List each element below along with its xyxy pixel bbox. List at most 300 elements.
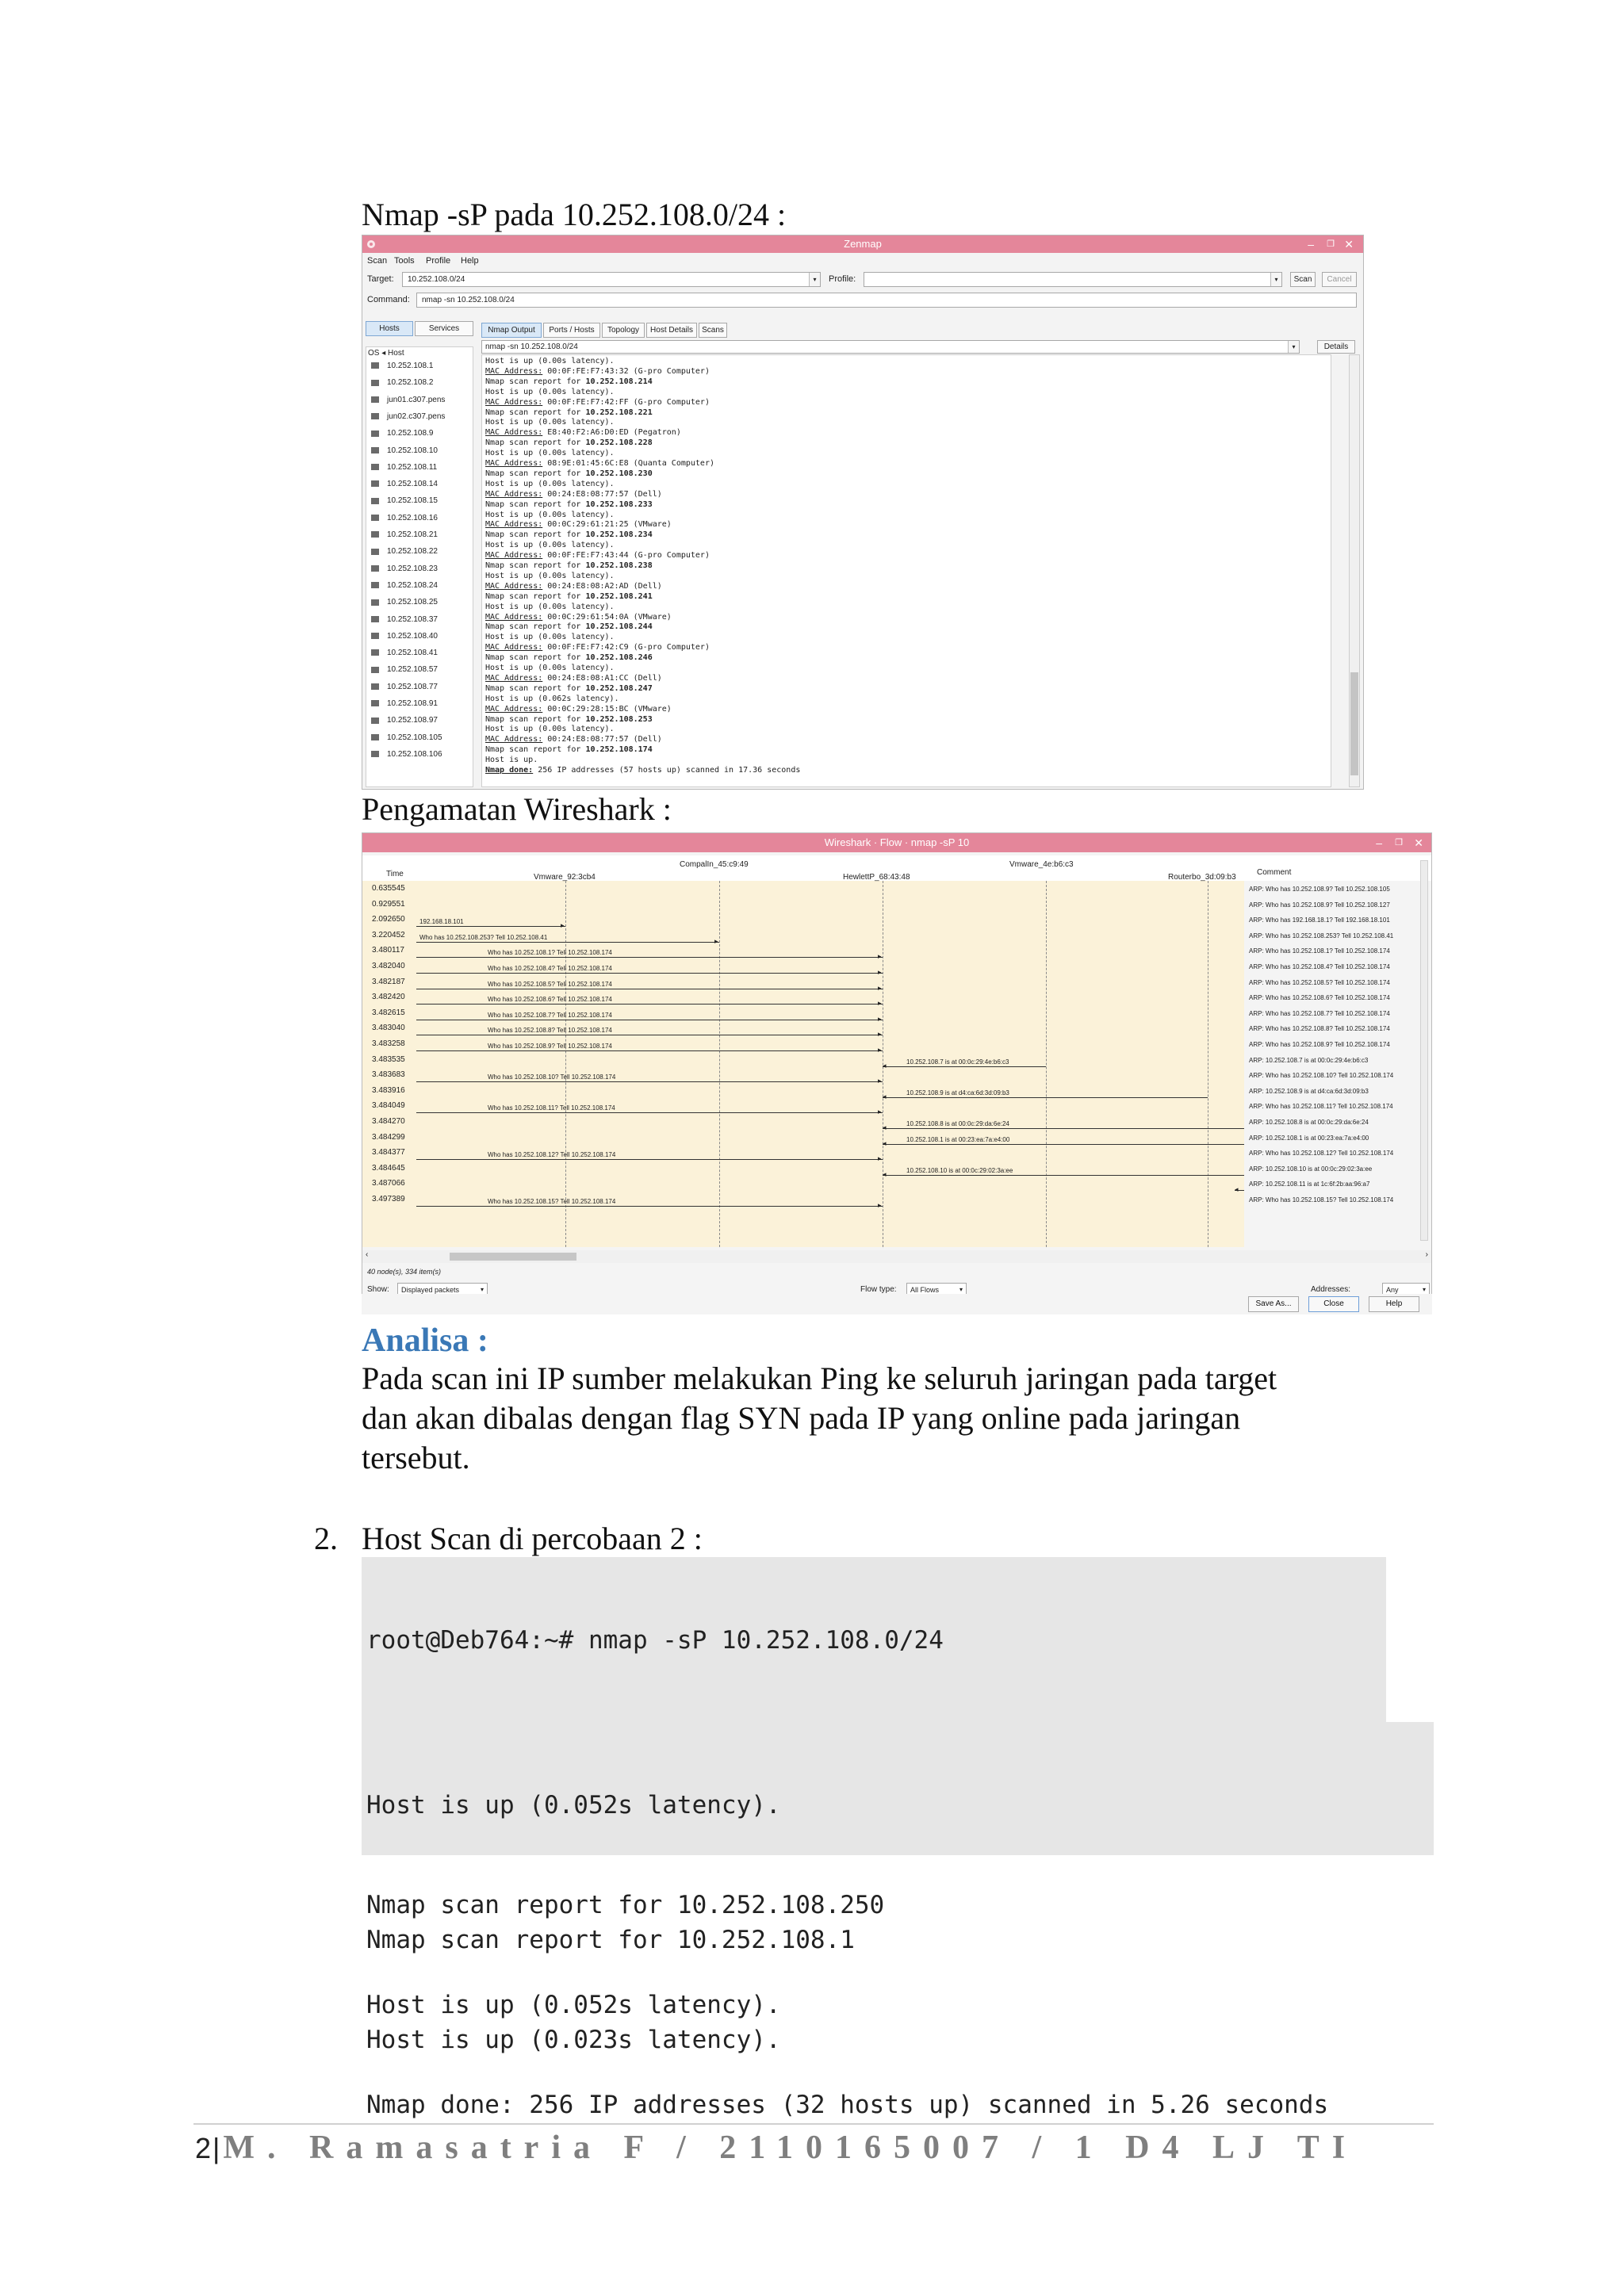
output-line: Host is up (0.00s latency). <box>485 357 615 365</box>
output-line: MAC Address: 08:9E:01:45:6C:E8 (Quanta Computer) <box>485 459 714 468</box>
flow-time: 3.482615 <box>372 1008 405 1017</box>
flow-arrowhead: ▸ <box>878 1030 882 1039</box>
flow-time: 3.483258 <box>372 1039 405 1048</box>
flow-arrow-label: Who has 10.252.108.12? Tell 10.252.108.174 <box>488 1151 616 1159</box>
os-icon <box>371 667 379 673</box>
flow-arrowhead: ▸ <box>878 1046 882 1054</box>
os-column-header: OS ◂ Host <box>368 349 404 358</box>
flow-comment: ARP: Who has 10.252.108.11? Tell 10.252.108.174 <box>1249 1103 1393 1111</box>
flow-time: 3.482420 <box>372 993 405 1002</box>
close-button[interactable]: Close <box>1308 1296 1359 1312</box>
close-icon[interactable]: ✕ <box>1344 238 1354 251</box>
flow-arrowhead: ◂ <box>1235 1185 1239 1194</box>
os-icon <box>371 515 379 521</box>
output-line: Nmap scan report for 10.252.108.174 <box>485 745 653 755</box>
flow-comment: ARP: 10.252.108.11 is at 1c:6f:2b:aa:96:a7 <box>1249 1181 1370 1188</box>
host-list-item[interactable] <box>371 632 438 641</box>
flow-type-value: All Flows <box>910 1286 940 1294</box>
flow-comment: ARP: Who has 10.252.108.9? Tell 10.252.108.127 <box>1249 901 1390 909</box>
flow-comment: ARP: 10.252.108.8 is at 00:0c:29:da:6e:24 <box>1249 1119 1369 1126</box>
host-name: 10.252.108.15 <box>387 496 438 506</box>
minimize-icon[interactable]: – <box>1376 836 1382 849</box>
details-button[interactable]: Details <box>1317 340 1355 354</box>
terminal-line: Host is up (0.052s latency). <box>366 1791 781 1820</box>
flow-arrowhead: ▸ <box>878 999 882 1008</box>
host-list-item[interactable] <box>371 733 442 742</box>
output-line: Host is up (0.00s latency). <box>485 449 615 458</box>
os-icon <box>371 413 379 419</box>
zenmap-menubar <box>362 253 1363 269</box>
analysis-line-1: Pada scan ini IP sumber melakukan Ping ke seluruh jaringan pada target <box>362 1360 1277 1396</box>
flow-arrow-label: Who has 10.252.108.4? Tell 10.252.108.174 <box>488 965 612 972</box>
restore-icon[interactable]: ❐ <box>1327 239 1335 249</box>
host-list-panel <box>366 346 473 787</box>
flow-arrow <box>883 1128 1244 1129</box>
terminal-line: Host is up (0.023s latency). <box>366 2026 781 2054</box>
footer-rule <box>193 2123 1434 2125</box>
output-line: Host is up (0.00s latency). <box>485 602 615 611</box>
output-line: Host is up (0.00s latency). <box>485 541 615 550</box>
flow-comment: ARP: 10.252.108.7 is at 00:0c:29:4e:b6:c3 <box>1249 1056 1369 1064</box>
profile-label: Profile: <box>829 274 856 284</box>
os-icon <box>371 616 379 622</box>
flow-time: 3.220452 <box>372 930 405 939</box>
flow-arrow <box>883 1175 1244 1176</box>
host-name: 10.252.108.1 <box>387 362 434 370</box>
flow-comment: ARP: 10.252.108.9 is at d4:ca:6d:3d:09:b3 <box>1249 1087 1369 1095</box>
flow-arrowhead: ◂ <box>883 1138 887 1147</box>
host-list-item[interactable] <box>371 665 438 674</box>
host-name: 10.252.108.24 <box>387 580 438 590</box>
flow-arrow <box>416 942 719 943</box>
flow-arrow-label: Who has 10.252.108.253? Tell 10.252.108.41 <box>419 933 548 941</box>
page-footer <box>195 2128 1358 2175</box>
flow-time: 3.480117 <box>372 946 404 955</box>
output-line: MAC Address: 00:0F:FE:F7:43:32 (G-pro Computer) <box>485 366 710 376</box>
flow-time: 3.497389 <box>372 1195 405 1203</box>
output-line: MAC Address: 00:0F:FE:F7:42:FF (G-pro Computer) <box>485 397 710 407</box>
output-line: Nmap scan report for 10.252.108.246 <box>485 653 653 663</box>
output-line: Nmap scan report for 10.252.108.247 <box>485 683 653 693</box>
tab-host-details[interactable]: Host Details <box>646 323 697 338</box>
os-icon <box>371 362 379 369</box>
flow-comment: ARP: Who has 10.252.108.4? Tell 10.252.108.174 <box>1249 963 1390 970</box>
host-name: 10.252.108.91 <box>387 699 438 708</box>
os-icon <box>371 464 379 470</box>
flow-arrowhead: ▸ <box>878 1201 882 1209</box>
host-name: 10.252.108.40 <box>387 631 438 641</box>
output-line: Nmap scan report for 10.252.108.221 <box>485 408 653 417</box>
zenmap-title: Zenmap <box>844 238 882 250</box>
host-list-item[interactable] <box>371 683 438 691</box>
host-list-item[interactable] <box>371 429 433 438</box>
output-line: MAC Address: 00:24:E8:08:A1:CC (Dell) <box>485 673 662 683</box>
flow-arrow <box>416 1081 883 1082</box>
chevron-down-icon[interactable]: ▾ <box>1288 341 1299 353</box>
terminal-line: Nmap scan report for 10.252.108.1 <box>366 1926 855 1954</box>
flow-time: 0.929551 <box>372 899 405 909</box>
flow-arrow-label: Who has 10.252.108.9? Tell 10.252.108.174 <box>488 1043 612 1050</box>
os-icon <box>371 549 379 555</box>
flow-comment: ARP: Who has 10.252.108.8? Tell 10.252.108.174 <box>1249 1025 1390 1033</box>
flow-arrow <box>416 973 883 974</box>
host-name: 10.252.108.16 <box>387 513 438 522</box>
os-icon <box>371 582 379 588</box>
flow-arrow-label: Who has 10.252.108.5? Tell 10.252.108.174 <box>488 980 612 988</box>
output-line: Nmap scan report for 10.252.108.228 <box>485 438 653 448</box>
tab-scans[interactable]: Scans <box>699 323 727 338</box>
flow-time: 0.635545 <box>372 884 405 893</box>
analysis-heading: Analisa : <box>362 1322 488 1359</box>
output-line: Host is up (0.062s latency). <box>485 694 619 703</box>
flow-comment: ARP: Who has 10.252.108.7? Tell 10.252.108.174 <box>1249 1009 1390 1017</box>
comment-column-header: Comment <box>1257 868 1292 877</box>
output-line: Host is up (0.00s latency). <box>485 387 615 396</box>
flow-arrow <box>883 1097 1208 1098</box>
chevron-down-icon[interactable]: ▾ <box>809 273 820 286</box>
output-line: Host is up (0.00s latency). <box>485 633 615 642</box>
wireshark-button-bar <box>362 1294 1432 1314</box>
flow-node-label: Vmware_92:3cb4 <box>534 873 596 882</box>
host-list-item[interactable] <box>371 564 438 573</box>
menu-help[interactable]: Help <box>461 256 479 266</box>
output-line: MAC Address: 00:0C:29:61:21:25 (VMware) <box>485 520 672 530</box>
output-line: Nmap scan report for 10.252.108.230 <box>485 469 653 478</box>
tab-ports-hosts[interactable]: Ports / Hosts <box>543 323 600 338</box>
tab-services[interactable]: Services <box>415 321 473 336</box>
flow-comment: ARP: Who has 10.252.108.5? Tell 10.252.108.174 <box>1249 978 1390 986</box>
flow-comment: ARP: Who has 10.252.108.6? Tell 10.252.108.174 <box>1249 994 1390 1002</box>
flow-time: 3.484270 <box>372 1117 405 1126</box>
host-list-item[interactable] <box>371 496 438 505</box>
output-line: Host is up (0.00s latency). <box>485 479 615 488</box>
output-line: Nmap scan report for 10.252.108.214 <box>485 377 653 386</box>
flow-arrowhead: ◂ <box>883 1061 887 1070</box>
tab-topology[interactable]: Topology <box>602 323 645 338</box>
host-name: 10.252.108.97 <box>387 716 438 725</box>
output-line: Nmap scan report for 10.252.108.253 <box>485 714 653 724</box>
output-line: Host is up (0.00s latency). <box>485 664 615 672</box>
os-icon <box>371 734 379 740</box>
output-line: MAC Address: 00:0F:FE:F7:43:44 (G-pro Computer) <box>485 551 710 561</box>
zenmap-window <box>362 235 1364 790</box>
output-line: Host is up (0.00s latency). <box>485 418 615 427</box>
flow-arrowhead: ▸ <box>714 936 718 945</box>
nmap-output-text[interactable] <box>481 354 1331 787</box>
menu-profile[interactable]: Profile <box>426 256 451 266</box>
flow-arrow-label: Who has 10.252.108.15? Tell 10.252.108.174 <box>488 1198 616 1205</box>
host-list-item[interactable] <box>371 463 437 472</box>
host-name: 10.252.108.23 <box>387 564 438 573</box>
flow-node-label: Routerbo_3d:09:b3 <box>1168 873 1236 882</box>
wireshark-titlebar <box>362 833 1431 852</box>
host-list-item[interactable] <box>371 615 438 624</box>
host-list-item[interactable] <box>371 750 442 759</box>
output-line: Nmap done: 256 IP addresses (57 hosts up) scanned in 17.36 seconds <box>485 766 801 775</box>
command-row <box>362 291 1363 310</box>
flow-arrow-label: 10.252.108.9 is at d4:ca:6d:3d:09:b3 <box>906 1089 1009 1096</box>
flow-node-lifeline <box>1046 881 1047 1247</box>
page-number: 2 <box>195 2132 212 2164</box>
host-list-item[interactable] <box>371 547 438 556</box>
flow-comment: ARP: Who has 10.252.108.10? Tell 10.252.108.174 <box>1249 1072 1394 1080</box>
output-line: MAC Address: 00:0F:FE:F7:42:C9 (G-pro Computer) <box>485 643 710 652</box>
flow-comment: ARP: Who has 192.168.18.1? Tell 192.168.18.101 <box>1249 916 1390 924</box>
scrollbar-thumb[interactable] <box>1350 672 1358 775</box>
chevron-down-icon[interactable]: ▾ <box>480 1286 484 1293</box>
host-name: 10.252.108.11 <box>387 462 438 472</box>
os-icon <box>371 700 379 706</box>
chevron-left-icon[interactable]: ‹ <box>366 1250 369 1259</box>
output-line: MAC Address: 00:0C:29:28:15:BC (VMware) <box>485 704 672 714</box>
flow-arrow-label: Who has 10.252.108.8? Tell 10.252.108.174 <box>488 1027 612 1035</box>
flow-node-label: HewlettP_68:43:48 <box>843 873 910 882</box>
flow-time: 3.484645 <box>372 1163 405 1173</box>
host-name: jun02.c307.pens <box>387 411 446 421</box>
flow-comment: ARP: 10.252.108.1 is at 00:23:ea:7a:e4:00 <box>1249 1134 1369 1142</box>
flow-time: 3.483916 <box>372 1085 405 1095</box>
output-scrollbar[interactable] <box>1349 354 1360 787</box>
command-input[interactable] <box>416 293 1357 308</box>
flow-comment: ARP: Who has 10.252.108.12? Tell 10.252.108.174 <box>1249 1150 1394 1158</box>
flow-arrowhead: ▸ <box>561 921 565 930</box>
flow-arrowhead: ▸ <box>878 968 882 976</box>
flow-arrow <box>416 1159 883 1160</box>
flow-arrow-label: Who has 10.252.108.1? Tell 10.252.108.174 <box>488 949 612 957</box>
flow-arrow <box>416 1112 883 1113</box>
addresses-value: Any <box>1386 1286 1399 1294</box>
heading-wireshark: Pengamatan Wireshark : <box>362 791 672 827</box>
flow-time: 3.482187 <box>372 977 405 986</box>
item2-title: Host Scan di percobaan 2 : <box>362 1521 703 1556</box>
flow-type-label: Flow type: <box>860 1285 897 1294</box>
output-line: MAC Address: 00:24:E8:08:A2:AD (Dell) <box>485 581 662 591</box>
output-scan-select[interactable] <box>481 340 1300 354</box>
wireshark-title: Wireshark · Flow · nmap -sP 10 <box>824 836 970 848</box>
terminal-line: Host is up (0.052s latency). <box>366 1991 781 2019</box>
os-icon <box>371 480 379 487</box>
flow-arrow-label: Who has 10.252.108.7? Tell 10.252.108.174 <box>488 1011 612 1019</box>
flow-time: 3.487066 <box>372 1179 405 1188</box>
footer-separator: | <box>213 2132 220 2164</box>
host-list-item[interactable] <box>371 362 433 370</box>
flow-time: 3.483040 <box>372 1024 405 1033</box>
flow-arrow <box>416 957 883 958</box>
flow-arrow-label: Who has 10.252.108.6? Tell 10.252.108.174 <box>488 996 612 1004</box>
host-list-item[interactable] <box>371 598 438 607</box>
os-icon <box>371 380 379 386</box>
host-name: 10.252.108.105 <box>387 733 442 742</box>
host-name: 10.252.108.9 <box>387 429 434 438</box>
flow-arrow <box>416 926 565 927</box>
addresses-label: Addresses: <box>1311 1285 1351 1294</box>
host-list-item[interactable] <box>371 699 438 708</box>
output-line: Host is up (0.00s latency). <box>485 510 615 519</box>
output-line: Nmap scan report for 10.252.108.241 <box>485 591 653 601</box>
flow-arrow-label: 10.252.108.7 is at 00:0c:29:4e:b6:c3 <box>906 1058 1009 1066</box>
os-icon <box>371 565 379 572</box>
analysis-line-3: tersebut. <box>362 1440 470 1475</box>
host-name: 10.252.108.77 <box>387 682 438 691</box>
footer-author: M. Ramasatria F / 2110165007 / 1 D4 LJ TI <box>223 2130 1358 2166</box>
flow-time: 3.484299 <box>372 1132 405 1142</box>
command-value: nmap -sn 10.252.108.0/24 <box>422 296 515 304</box>
os-icon <box>371 718 379 724</box>
target-input[interactable] <box>402 272 821 287</box>
minimize-icon[interactable]: – <box>1308 238 1314 251</box>
flow-node-lifeline <box>719 881 720 1247</box>
flow-time: 3.483683 <box>372 1070 405 1080</box>
os-icon <box>371 430 379 437</box>
output-line: Host is up. <box>485 756 538 765</box>
output-scan-value: nmap -sn 10.252.108.0/24 <box>485 342 578 351</box>
terminal-line: root@Deb764:~# nmap -sP 10.252.108.0/24 <box>366 1626 944 1655</box>
flow-time: 3.484049 <box>372 1101 405 1111</box>
flow-arrow-label: Who has 10.252.108.10? Tell 10.252.108.174 <box>488 1073 616 1081</box>
os-icon <box>371 531 379 538</box>
host-list-item[interactable] <box>371 716 438 725</box>
host-list-item[interactable] <box>371 530 438 539</box>
close-icon[interactable]: ✕ <box>1414 836 1423 849</box>
flow-arrow-label: 10.252.108.8 is at 00:0c:29:da:6e:24 <box>906 1120 1009 1127</box>
show-value: Displayed packets <box>401 1286 460 1294</box>
flow-arrowhead: ▸ <box>878 952 882 961</box>
output-line: MAC Address: 00:0C:29:61:54:0A (VMware) <box>485 612 672 622</box>
output-line: MAC Address: 00:24:E8:08:77:57 (Dell) <box>485 735 662 744</box>
flow-comment: ARP: Who has 10.252.108.253? Tell 10.252.108.41 <box>1249 932 1394 939</box>
zenmap-app-icon <box>366 239 377 250</box>
os-icon <box>371 683 379 690</box>
flow-node-lifeline <box>565 881 566 1247</box>
cancel-button[interactable]: Cancel <box>1322 272 1357 287</box>
flow-arrow-label: Who has 10.252.108.11? Tell 10.252.108.174 <box>488 1104 615 1112</box>
os-icon <box>371 447 379 453</box>
output-line: Host is up (0.00s latency). <box>485 725 615 734</box>
profile-select[interactable] <box>864 272 1282 287</box>
chevron-right-icon[interactable]: › <box>1425 1250 1428 1259</box>
flow-arrow <box>883 1066 1046 1067</box>
flow-time: 3.482040 <box>372 962 405 970</box>
host-list-item[interactable] <box>371 649 438 657</box>
flow-comment: ARP: Who has 10.252.108.15? Tell 10.252.108.174 <box>1249 1196 1394 1203</box>
flow-arrowhead: ▸ <box>878 1154 882 1163</box>
flow-arrow-label: 10.252.108.10 is at 00:0c:29:02:3a:ee <box>906 1166 1013 1174</box>
flow-arrow-label: 10.252.108.1 is at 00:23:ea:7a:e4:00 <box>906 1135 1010 1143</box>
host-list-item[interactable] <box>371 581 438 590</box>
target-label: Target: <box>367 274 394 284</box>
flow-arrowhead: ▸ <box>878 1108 882 1116</box>
output-line: MAC Address: E8:40:F2:A6:D0:ED (Pegatron) <box>485 428 681 438</box>
flow-arrowhead: ◂ <box>883 1169 887 1178</box>
terminal-line: Nmap done: 256 IP addresses (32 hosts up) scanned in 5.26 seconds <box>366 2091 1329 2119</box>
output-line: Nmap scan report for 10.252.108.238 <box>485 561 653 570</box>
heading-nmap: Nmap -sP pada 10.252.108.0/24 : <box>362 197 787 232</box>
list-number: 2. <box>314 1521 338 1556</box>
restore-icon[interactable]: ❐ <box>1395 838 1403 848</box>
wireshark-flow-window <box>362 832 1432 1313</box>
host-name: 10.252.108.57 <box>387 665 438 675</box>
tab-hosts[interactable]: Hosts <box>366 321 413 336</box>
os-icon <box>371 751 379 757</box>
host-name: 10.252.108.106 <box>387 749 442 759</box>
host-list-item[interactable] <box>371 378 433 387</box>
flow-node-label: Vmware_4e:b6:c3 <box>1009 860 1074 869</box>
host-list-item[interactable] <box>371 446 438 455</box>
horizontal-scrollbar[interactable] <box>362 1250 1432 1263</box>
chevron-down-icon[interactable]: ▾ <box>959 1286 963 1293</box>
flow-comment: ARP: 10.252.108.10 is at 00:0c:29:02:3a:ee <box>1249 1165 1373 1173</box>
flow-arrowhead: ▸ <box>878 1077 882 1085</box>
os-icon <box>371 396 379 403</box>
target-value: 10.252.108.0/24 <box>408 275 465 284</box>
host-name: 10.252.108.37 <box>387 614 438 624</box>
host-name: 10.252.108.14 <box>387 480 438 489</box>
menu-scan[interactable]: Scan <box>367 256 388 266</box>
host-list-item[interactable] <box>371 396 445 404</box>
show-label: Show: <box>367 1285 389 1294</box>
host-name: jun01.c307.pens <box>387 395 446 404</box>
flow-comment: ARP: Who has 10.252.108.1? Tell 10.252.108.174 <box>1249 947 1390 955</box>
host-list-item[interactable] <box>371 514 438 522</box>
flow-arrow <box>416 1206 883 1207</box>
host-name: 10.252.108.22 <box>387 547 438 557</box>
flow-arrow <box>883 1144 1244 1145</box>
target-row <box>362 270 1363 289</box>
terminal-line: Nmap scan report for 10.252.108.250 <box>366 1891 885 1919</box>
flow-arrowhead: ▸ <box>878 1014 882 1023</box>
flow-arrowhead: ▸ <box>878 983 882 992</box>
zenmap-titlebar <box>362 235 1363 253</box>
output-line: MAC Address: 00:24:E8:08:77:57 (Dell) <box>485 489 662 499</box>
host-name: 10.252.108.41 <box>387 649 438 658</box>
flow-time: 3.484377 <box>372 1148 405 1158</box>
command-label: Command: <box>367 295 410 304</box>
flow-comment: ARP: Who has 10.252.108.9? Tell 10.252.108.174 <box>1249 1041 1390 1048</box>
host-list-item[interactable] <box>371 480 438 488</box>
output-line: Host is up (0.00s latency). <box>485 571 615 580</box>
scrollbar-thumb[interactable] <box>450 1253 576 1261</box>
flow-vertical-scrollbar[interactable] <box>1420 860 1428 1241</box>
help-button[interactable]: Help <box>1369 1296 1419 1312</box>
flow-time: 2.092650 <box>372 915 405 924</box>
os-icon <box>371 498 379 504</box>
output-line: Nmap scan report for 10.252.108.244 <box>485 622 653 632</box>
save-as-button[interactable]: Save As... <box>1248 1296 1299 1312</box>
flow-arrow-label: 192.168.18.101 <box>419 918 464 926</box>
output-line: Nmap scan report for 10.252.108.233 <box>485 499 653 509</box>
os-icon <box>371 633 379 639</box>
flow-status: 40 node(s), 334 item(s) <box>367 1268 442 1276</box>
tab-nmap-output[interactable]: Nmap Output <box>481 323 542 338</box>
menu-tools[interactable]: Tools <box>394 256 415 266</box>
chevron-down-icon[interactable]: ▾ <box>1422 1286 1426 1293</box>
flow-arrowhead: ◂ <box>883 1092 887 1100</box>
scan-button[interactable]: Scan <box>1290 272 1316 287</box>
flow-arrowhead: ◂ <box>883 1123 887 1131</box>
os-icon <box>371 649 379 656</box>
flow-comment: ARP: Who has 10.252.108.9? Tell 10.252.108.105 <box>1249 886 1390 893</box>
os-icon <box>371 599 379 606</box>
chevron-down-icon[interactable]: ▾ <box>1270 273 1281 286</box>
time-column-header: Time <box>386 870 404 878</box>
host-name: 10.252.108.10 <box>387 446 438 455</box>
flow-time: 3.483535 <box>372 1054 405 1064</box>
output-line: Nmap scan report for 10.252.108.234 <box>485 530 653 540</box>
host-list-item[interactable] <box>371 412 445 421</box>
host-name: 10.252.108.21 <box>387 530 438 539</box>
flow-arrow <box>416 1050 883 1051</box>
host-name: 10.252.108.2 <box>387 378 434 388</box>
